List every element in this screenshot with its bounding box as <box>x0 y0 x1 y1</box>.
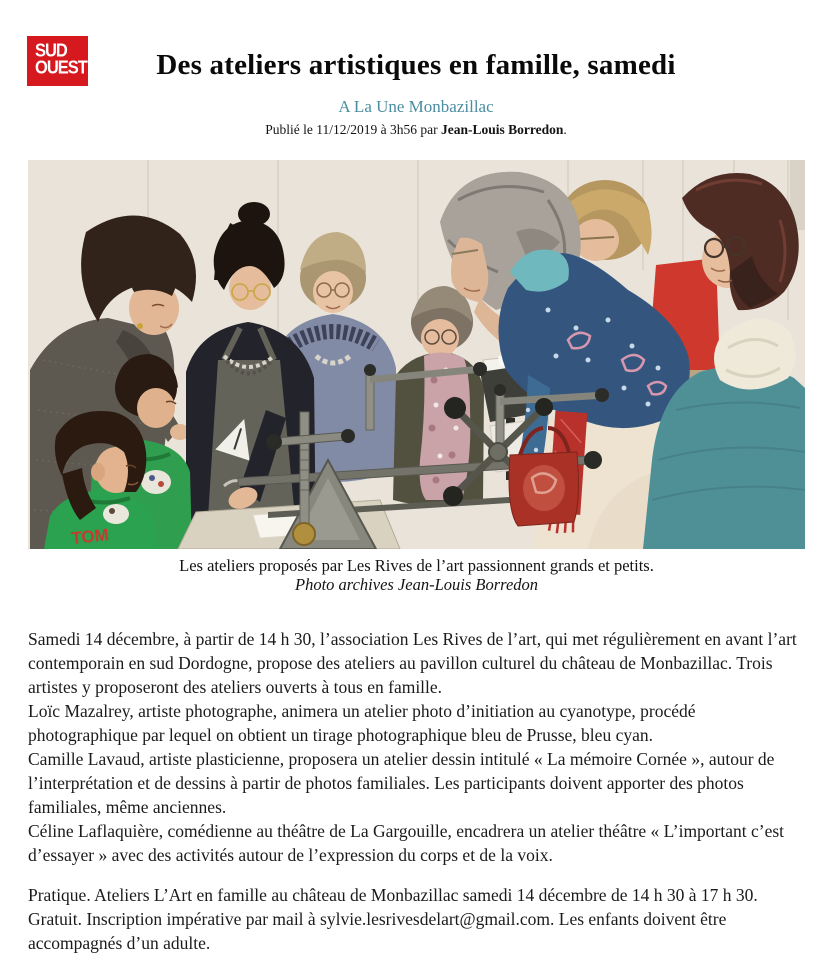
article-photo <box>28 160 805 549</box>
category-row <box>0 97 832 117</box>
paragraph-laflaquiere: Céline Laflaquière, comédienne au théâtre de La Gargouille, encadrera un atelier théâtre « L’important c’est d’essayer » avec des activités autour de l’expression du corps et de la voix. <box>28 821 785 865</box>
paragraph-lavaud: Camille Lavaud, artiste plasticienne, proposera un atelier dessin intitulé « La mémoire Cornée », autour de l’interprétation et de dessins à partir de photos familiales. Les participants doivent apporter des photos familiales, même anciennes. <box>28 749 775 817</box>
published-line <box>0 121 832 138</box>
paragraph-pratique: Pratique. Ateliers L’Art en famille au château de Monbazillac samedi 14 décembre de 14 h 30 à 17 h 30. Gratuit. Inscription impérative par mail à sylvie.lesrivesdelart@gmail.com. Les enfants doivent être accompagnés d’un adulte. <box>28 885 758 953</box>
sudouest-logo[interactable] <box>27 36 88 86</box>
paragraph-mazalrey: Loïc Mazalrey, artiste photographe, animera un atelier photo d’initiation au cyanotype, procédé photographique par lequel on obtient un tirage photographique bleu de Prusse, bleu cyan. <box>28 701 696 745</box>
article-body <box>28 627 805 955</box>
article-title: Des ateliers artistiques en famille, samedi <box>156 49 676 81</box>
photo-credit: Photo archives Jean-Louis Borredon <box>294 575 539 594</box>
published-suffix: . <box>563 122 567 137</box>
photo-caption: Les ateliers proposés par Les Rives de l’art passionnent grands et petits. <box>179 556 654 575</box>
published-prefix: Publié le 11/12/2019 à 3h56 par <box>265 122 441 137</box>
paragraph-intro: Samedi 14 décembre, à partir de 14 h 30, l’association Les Rives de l’art, qui met régulièrement en avant l’art contemporain en sud Dordogne, propose des ateliers au pavillon culturel du château de Monbazillac. Trois artistes y proposeront des ateliers ouverts à tous en famille. <box>28 629 797 697</box>
svg-text:TOM: TOM <box>70 525 110 548</box>
author-name: Jean-Louis Borredon <box>440 122 564 137</box>
photo-caption-block <box>28 556 805 594</box>
article-header <box>0 0 832 160</box>
category-link[interactable]: A La Une Monbazillac <box>338 97 494 116</box>
article-figure <box>28 160 805 594</box>
logo-line2: OUEST <box>35 57 87 79</box>
logo-line1: SUD <box>35 40 67 62</box>
